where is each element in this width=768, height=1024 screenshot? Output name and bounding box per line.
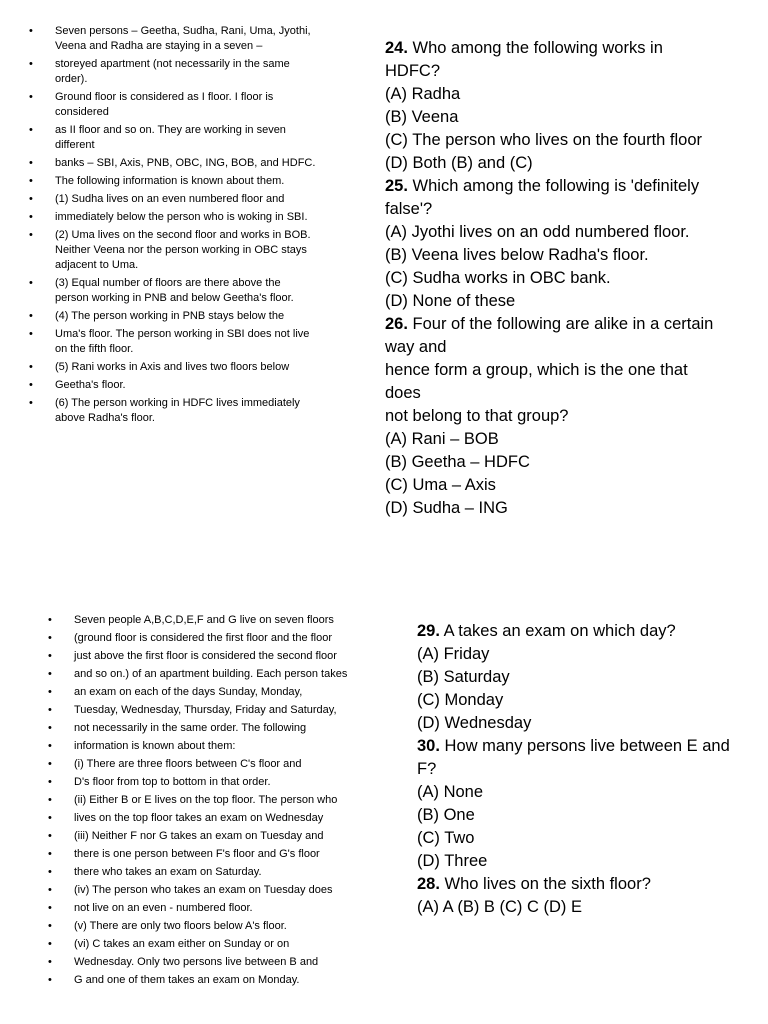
option: (C) Two [417,829,475,847]
list-item: • Geetha's floor. [55,378,317,393]
puzzle-2-bullet-list [74,613,364,991]
list-item: • there is one person between F's floor and G's floor [74,847,364,862]
list-item: • (i) There are three floors between C's floor and [74,757,364,772]
list-item: • (ground floor is considered the first floor and the floor [74,631,364,646]
option: (B) Saturday [417,668,510,686]
question-block-2 [417,620,747,919]
list-item: • Ground floor is considered as I floor. I floor is considered [55,90,317,120]
option: (B) Geetha – HDFC [385,453,530,471]
option: (C) Uma – Axis [385,476,496,494]
list-item: • (3) Equal number of floors are there above the person working in PNB and below Geetha's floor. [55,276,317,306]
option: (D) Sudha – ING [385,499,508,517]
list-item: • (v) There are only two floors below A's floor. [74,919,364,934]
question-text: Who lives on the sixth floor? [439,875,651,893]
option: (D) Wednesday [417,714,532,732]
question-28 [417,873,747,896]
list-item: • Uma's floor. The person working in SBI does not live on the fifth floor. [55,327,317,357]
list-item: • (ii) Either B or E lives on the top floor. The person who [74,793,364,808]
option: (D) None of these [385,292,516,310]
option: (C) Monday [417,691,504,709]
option: (A) None [417,783,484,801]
list-item: • The following information is known about them. [55,174,317,189]
question-text: A takes an exam on which day? [439,622,676,640]
question-number: 28. [417,875,440,893]
list-item: • (2) Uma lives on the second floor and works in BOB. Neither Veena nor the person working in OBC stays adjacent to Uma. [55,228,317,273]
question-number: 24. [385,39,408,57]
question-text: Who among the following works in HDFC? [385,39,663,80]
list-item: • there who takes an exam on Saturday. [74,865,364,880]
puzzle-1-bullet-list [55,24,317,429]
option: (A) Friday [417,645,490,663]
list-item: • Tuesday, Wednesday, Thursday, Friday and Saturday, [74,703,364,718]
question-25 [385,175,715,221]
option: (A) Jyothi lives on an odd numbered floor. [385,223,690,241]
option: (D) Three [417,852,488,870]
question-number: 25. [385,177,408,195]
list-item: • (5) Rani works in Axis and lives two floors below [55,360,317,375]
list-item: • not necessarily in the same order. The following [74,721,364,736]
options-line: (A) A (B) B (C) C (D) E [417,898,582,916]
list-item: • Seven persons – Geetha, Sudha, Rani, Uma, Jyothi, Veena and Radha are staying in a seven – [55,24,317,54]
list-item: • an exam on each of the days Sunday, Monday, [74,685,364,700]
list-item: • (6) The person working in HDFC lives immediately above Radha's floor. [55,396,317,426]
list-item: • (1) Sudha lives on an even numbered floor and [55,192,317,207]
question-text: How many persons live between E and F? [417,737,730,778]
list-item: • information is known about them: [74,739,364,754]
question-number: 26. [385,315,408,333]
question-number: 30. [417,737,440,755]
option: (B) Veena lives below Radha's floor. [385,246,649,264]
list-item: • banks – SBI, Axis, PNB, OBC, ING, BOB, and HDFC. [55,156,317,171]
list-item: • D's floor from top to bottom in that order. [74,775,364,790]
list-item: • (iii) Neither F nor G takes an exam on Tuesday and [74,829,364,844]
option: (C) The person who lives on the fourth floor [385,131,703,149]
question-text-line: not belong to that group? [385,407,569,425]
list-item: • not live on an even - numbered floor. [74,901,364,916]
list-item: • (iv) The person who takes an exam on Tuesday does [74,883,364,898]
list-item: • just above the first floor is considered the second floor [74,649,364,664]
list-item: • as II floor and so on. They are working in seven different [55,123,317,153]
option: (A) Rani – BOB [385,430,499,448]
question-text: Which among the following is 'definitely false'? [385,177,700,218]
list-item: • storeyed apartment (not necessarily in the same order). [55,57,317,87]
list-item: • immediately below the person who is woking in SBI. [55,210,317,225]
list-item: • G and one of them takes an exam on Monday. [74,973,364,988]
question-block-1 [385,37,715,520]
list-item: • Seven people A,B,C,D,E,F and G live on seven floors [74,613,364,628]
list-item: • and so on.) of an apartment building. Each person takes [74,667,364,682]
option: (D) Both (B) and (C) [385,154,533,172]
question-text-line: hence form a group, which is the one that does [385,361,688,402]
option: (B) Veena [385,108,459,126]
option: (A) Radha [385,85,461,103]
list-item: • lives on the top floor takes an exam on Wednesday [74,811,364,826]
question-26 [385,313,715,359]
question-number: 29. [417,622,440,640]
question-30 [417,735,747,781]
list-item: • (vi) C takes an exam either on Sunday or on [74,937,364,952]
question-24 [385,37,715,83]
list-item: • (4) The person working in PNB stays below the [55,309,317,324]
option: (C) Sudha works in OBC bank. [385,269,611,287]
question-29 [417,620,747,643]
option: (B) One [417,806,475,824]
question-text: Four of the following are alike in a certain way and [385,315,714,356]
list-item: • Wednesday. Only two persons live between B and [74,955,364,970]
